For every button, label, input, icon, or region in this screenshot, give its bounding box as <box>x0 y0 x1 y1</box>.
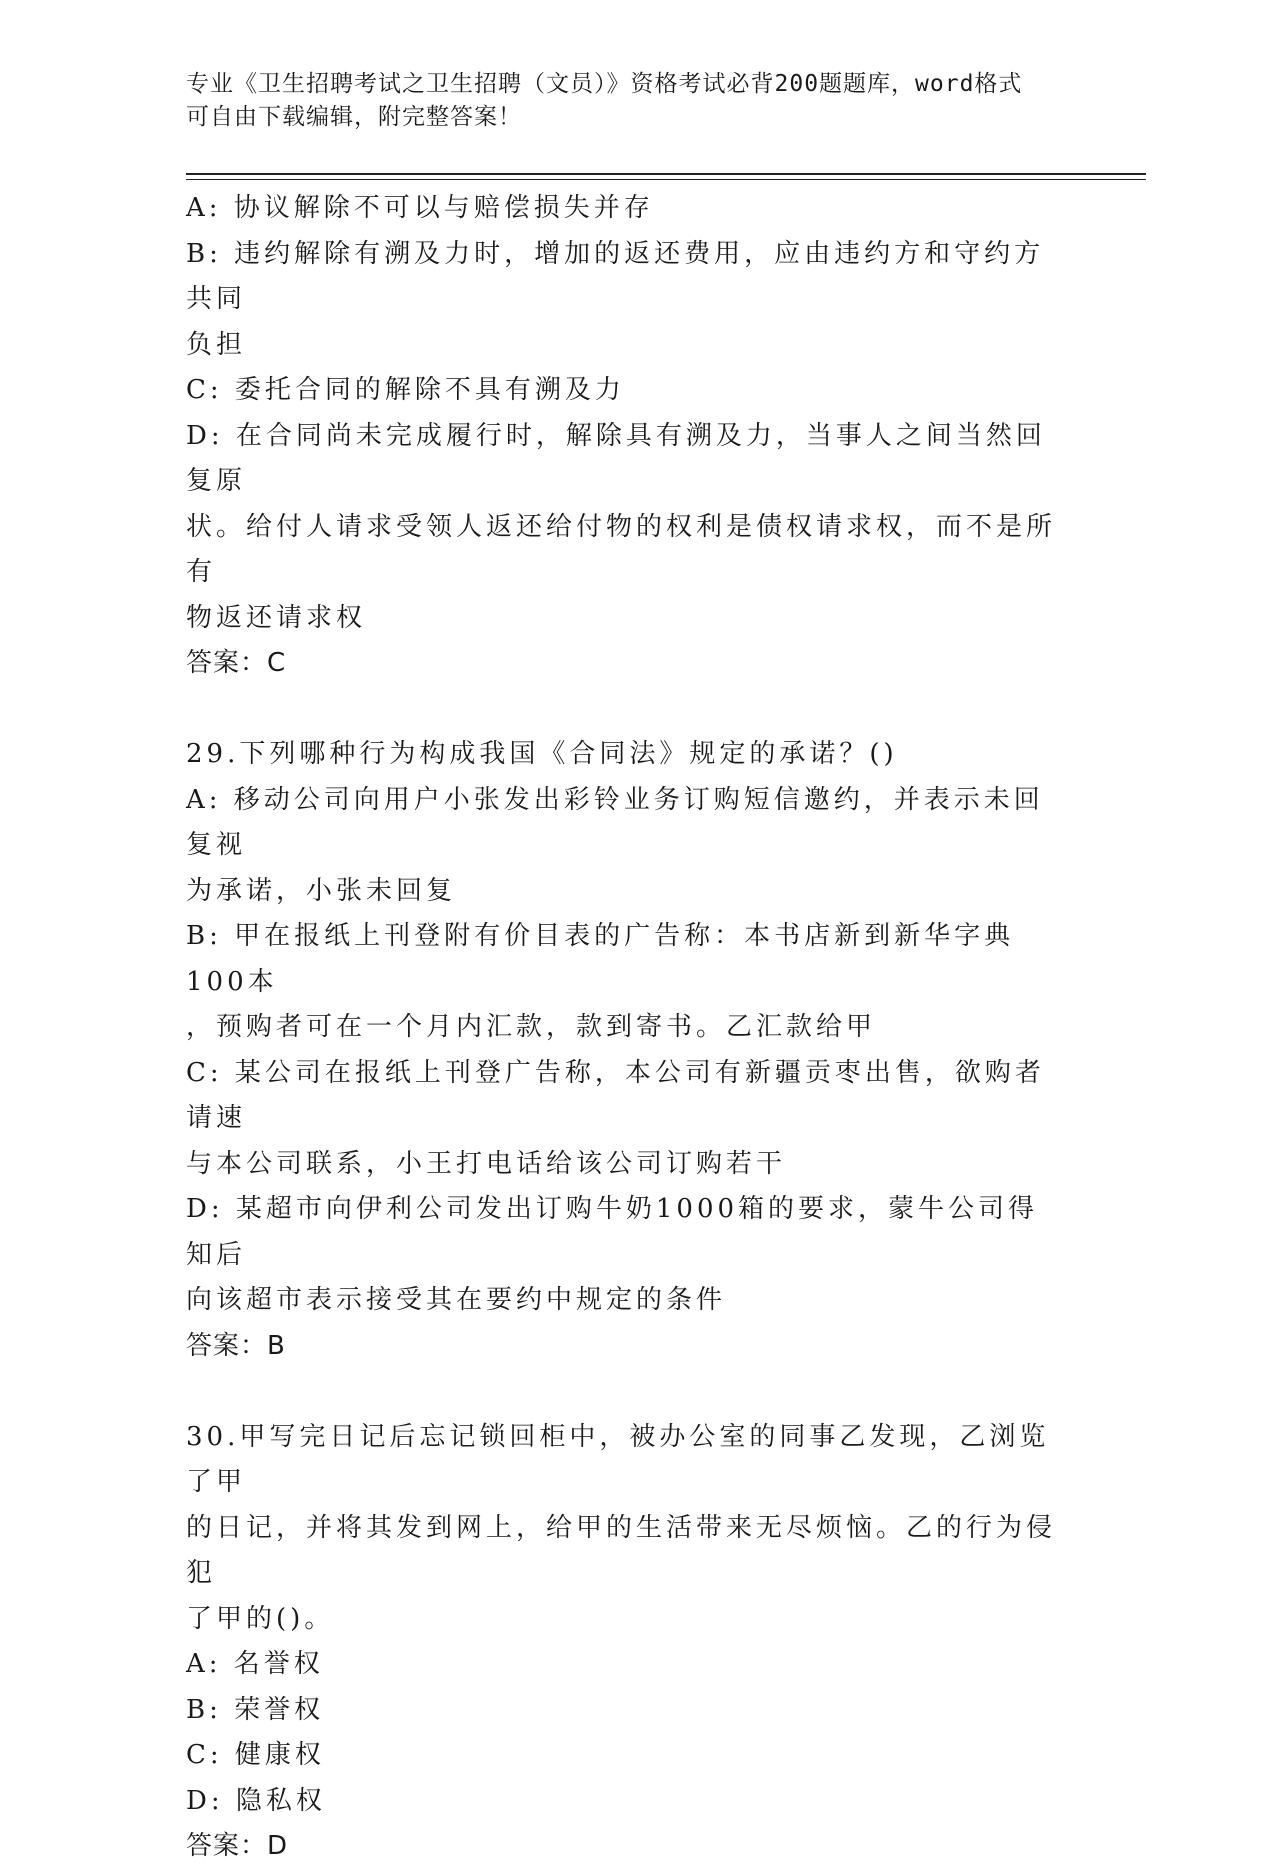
option-b-line-1: B: 甲在报纸上刊登附有价目表的广告称：本书店新到新华字典100本 <box>186 921 1015 997</box>
answer-28: 答案：C <box>186 648 287 678</box>
option-c: C: 委托合同的解除不具有溯及力 <box>186 375 625 405</box>
option-a: A: 协议解除不可以与赔偿损失并存 <box>186 193 654 223</box>
question-30 <box>186 1415 1066 1870</box>
option-d-line-3: 物返还请求权 <box>186 602 367 633</box>
option-a-line-1: A: 移动公司向用户小张发出彩铃业务订购短信邀约，并表示未回复视 <box>186 784 1044 860</box>
option-c: C: 健康权 <box>186 1740 325 1770</box>
option-a-line-2: 为承诺，小张未回复 <box>186 875 457 906</box>
option-b-line-2: 负担 <box>186 329 247 360</box>
page-header <box>186 68 1066 134</box>
document-page <box>186 68 1146 1870</box>
option-d: D: 隐私权 <box>186 1785 326 1816</box>
option-d-line-1: D: 在合同尚未完成履行时，解除具有溯及力，当事人之间当然回复原 <box>186 420 1046 496</box>
option-b-line-1: B: 违约解除有溯及力时，增加的返还费用，应由违约方和守约方共同 <box>186 238 1045 314</box>
question-stem-line-1: 30.甲写完日记后忘记锁回柜中，被办公室的同事乙发现，乙浏览了甲 <box>186 1421 1050 1497</box>
question-stem-line-3: 了甲的()。 <box>186 1603 335 1634</box>
option-d-line-2: 向该超市表示接受其在要约中规定的条件 <box>186 1285 727 1315</box>
option-d-line-1: D: 某超市向伊利公司发出订购牛奶1000箱的要求，蒙牛公司得知后 <box>186 1194 1039 1270</box>
question-28-options <box>186 186 1066 687</box>
header-divider <box>186 173 1146 180</box>
question-content <box>186 186 1066 1870</box>
spacer <box>186 687 1066 733</box>
option-b: B: 荣誉权 <box>186 1694 325 1725</box>
question-stem: 29.下列哪种行为构成我国《合同法》规定的承诺？() <box>186 739 898 769</box>
answer-29: 答案：B <box>186 1330 286 1361</box>
header-line-2: 可自由下载编辑，附完整答案！ <box>186 104 522 130</box>
option-b-line-2: ，预购者可在一个月内汇款，款到寄书。乙汇款给甲 <box>186 1012 877 1042</box>
spacer <box>186 1369 1066 1415</box>
option-d-line-2: 状。给付人请求受领人返还给付物的权利是债权请求权，而不是所有 <box>186 511 1057 587</box>
header-line-1: 专业《卫生招聘考试之卫生招聘（文员）》资格考试必背200题题库，word格式 <box>186 71 1023 97</box>
option-c-line-2: 与本公司联系，小王打电话给该公司订购若干 <box>186 1148 787 1179</box>
option-a: A: 名誉权 <box>186 1649 324 1679</box>
answer-30: 答案：D <box>186 1831 289 1861</box>
question-29 <box>186 732 1066 1369</box>
question-stem-line-2: 的日记，并将其发到网上，给甲的生活带来无尽烦恼。乙的行为侵犯 <box>186 1512 1057 1588</box>
option-c-line-1: C: 某公司在报纸上刊登广告称，本公司有新疆贡枣出售，欲购者请速 <box>186 1057 1045 1133</box>
